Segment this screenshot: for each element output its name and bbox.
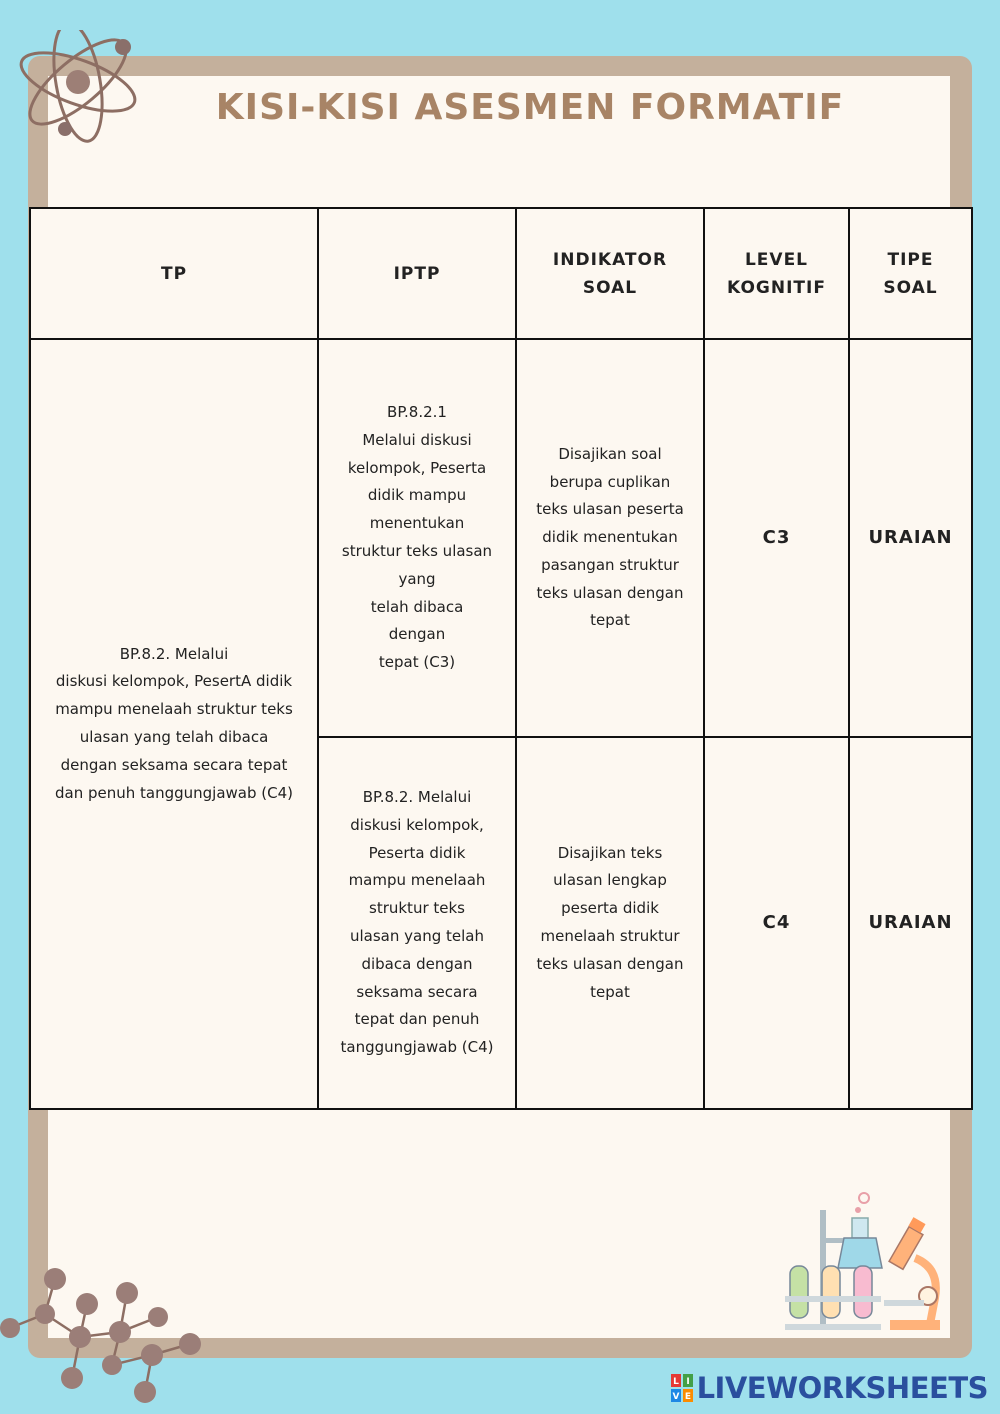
svg-text:L: L [672, 1377, 679, 1387]
molecule-icon [0, 1262, 210, 1414]
svg-text:E: E [684, 1392, 691, 1402]
svg-text:I: I [685, 1377, 690, 1387]
iptp-cell: BP.8.2. Melalui diskusi kelompok, Peserta didik mampu menelaah struktur teks ulasan yang telah dibaca dengan seksama secara tepat dan penuh tanggungjawab (C4) [318, 737, 516, 1109]
level-cell: C4 [704, 737, 849, 1109]
brand-name[interactable]: LIVEWORKSHEETS [696, 1371, 988, 1405]
level-cell: C3 [704, 339, 849, 737]
tipe-cell: URAIAN [849, 737, 972, 1109]
page-title: KISI-KISI ASESMEN FORMATIF [215, 87, 845, 128]
liveworksheets-logo [671, 1370, 988, 1406]
indikator-cell: Disajikan soal berupa cuplikan teks ulasan peserta didik menentukan pasangan struktur teks ulasan dengan tepat [516, 339, 704, 737]
table-header-row [30, 208, 972, 339]
header-indikator-soal: INDIKATOR SOAL [516, 208, 704, 339]
header-tp: TP [30, 208, 318, 339]
table-row [30, 339, 972, 737]
tipe-cell: URAIAN [849, 339, 972, 737]
assessment-grid-table [29, 207, 973, 1110]
tp-cell: BP.8.2. Melalui diskusi kelompok, PesertA didik mampu menelaah struktur teks ulasan yang telah dibaca dengan seksama secara tepat dan penuh tanggungjawab (C4) [30, 339, 318, 1109]
header-iptp: IPTP [318, 208, 516, 339]
live-badge-icon [671, 1374, 693, 1402]
header-tipe-soal: TIPE SOAL [849, 208, 972, 339]
indikator-cell: Disajikan teks ulasan lengkap peserta didik menelaah struktur teks ulasan dengan tepat [516, 737, 704, 1109]
svg-text:V: V [672, 1392, 680, 1402]
iptp-cell: BP.8.2.1 Melalui diskusi kelompok, Peserta didik mampu menentukan struktur teks ulasan yang telah dibaca dengan tepat (C3) [318, 339, 516, 737]
lab-equipment-icon [780, 1188, 950, 1336]
atom-icon [10, 30, 150, 150]
header-level-kognitif: LEVEL KOGNITIF [704, 208, 849, 339]
